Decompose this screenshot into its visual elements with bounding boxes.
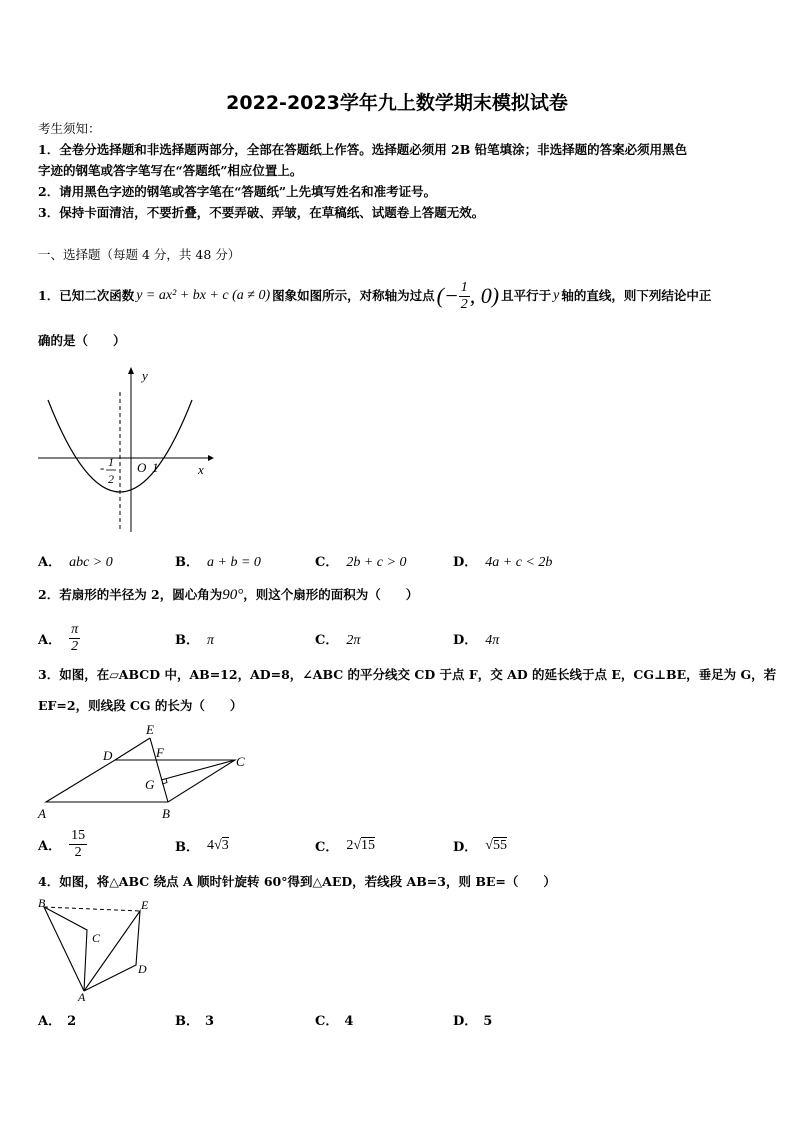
label-e: E [146,722,154,737]
label-b: B [162,806,170,821]
label-c: C [236,754,245,769]
segment-cg [161,760,235,780]
q4-option-b[interactable]: B． 3 [175,1014,215,1029]
question-2-stem: 2．若扇形的半径为 2，圆心角为90°，则这个扇形的面积为（ ） [38,587,419,603]
q1-option-d[interactable]: D． 4a + c < 2b [453,555,553,570]
label-d: D [103,748,113,763]
q4-option-c[interactable]: C． 4 [315,1014,354,1029]
q4-option-d[interactable]: D． 5 [453,1014,493,1029]
q3-option-b[interactable]: B． 4 √ 3 [175,837,229,855]
section-heading: 一、选择题（每题 4 分，共 48 分） [38,247,241,262]
x-axis-label: x [198,462,204,477]
tick-one-label: 1 [152,460,159,475]
question-3-line-1: 3．如图，在▱ABCD 中，AB=12，AD=8，∠ABC 的平分线交 CD 于点 F，交 AD 的延长线于点 E，CG⊥BE，垂足为 G，若 [38,667,777,682]
x-axis-arrow [208,455,214,461]
q1-point-open: (− [436,283,459,308]
question-1-line-2: 确的是（ ） [38,333,126,348]
question-3-line-2: EF=2，则线段 CG 的长为（ ） [38,698,243,713]
q1-option-b[interactable]: B． a + b = 0 [175,555,261,570]
y-axis-arrow [128,367,134,374]
label-c: C [92,931,101,945]
q1-point-fraction: $\frac{1}{2}$ [460,279,468,312]
question-1-stem [38,278,711,314]
neg-half-sign: - [100,460,105,475]
q1-suffix: 且平行于 [501,288,552,303]
origin-label: O [137,460,147,475]
q3-parallelogram-figure [30,718,260,828]
q1-option-a[interactable]: A． abc > 0 [38,555,113,570]
q2-option-a[interactable]: A． $\frac{\pi}{2}$ [38,622,79,654]
parallelogram-abcd [46,760,235,802]
label-f: F [156,745,164,760]
q1-parabola-figure [30,362,220,542]
label-g: G [145,777,155,792]
label-d: D [138,962,147,976]
q4-option-a[interactable]: A． 2 [38,1014,77,1029]
q3-option-a[interactable]: A． $\frac{15}{2}$ [38,828,86,860]
label-b: B [38,896,46,910]
q2-option-b[interactable]: B． π [175,633,215,648]
q1-formula: y = ax² + bx + c (a ≠ 0) [136,288,271,303]
q1-point-close: , 0) [469,283,500,308]
y-axis-label: y [142,368,148,383]
triangle-aed [84,911,140,991]
notice-line-1a: 1．全卷分选择题和非选择题两部分，全部在答题纸上作答。选择题必须用 2B 铅笔填涂；非选择题的答案必须用黑色 [38,142,688,157]
neg-half-denominator: 2 [108,472,114,486]
label-a: A [78,990,86,1004]
q3-option-d[interactable]: D． √ 55 [453,837,507,855]
question-4-stem: 4．如图，将△ABC 绕点 A 顺时针旋转 60°得到△AED，若线段 AB=3，则 BE=（ ） [38,874,556,889]
q2-option-c[interactable]: C． 2π [315,633,361,648]
label-a: A [38,806,46,821]
q1-prefix: 1．已知二次函数 [38,288,135,303]
label-e: E [141,898,149,912]
q2-angle: 90° [222,587,244,603]
page-title: 2022-2023学年九上数学期末模拟试卷 [226,92,568,114]
notice-line-2: 2．请用黑色字迹的钢笔或答字笔在“答题纸”上先填写姓名和准考证号。 [38,184,437,199]
q1-suffix2: 轴的直线，则下列结论中正 [561,288,712,303]
q1-option-c[interactable]: C． 2b + c > 0 [315,555,407,570]
q2-option-d[interactable]: D． 4π [453,633,500,648]
q1-mid: 图象如图所示，对称轴为过点 [272,288,435,303]
ad-extension [115,738,150,760]
q1-yaxis: y [553,288,560,303]
neg-half-numerator: 1 [108,455,114,469]
q3-option-c[interactable]: C． 2 √ 15 [315,837,376,855]
segment-be-dashed [44,907,140,911]
notice-line-1b: 字迹的钢笔或答字笔写在“答题纸”相应位置上。 [38,163,303,178]
notice-line-3: 3．保持卡面清洁，不要折叠，不要弄破、弄皱，在草稿纸、试题卷上答题无效。 [38,205,485,220]
q4-rotation-figure [30,893,170,1005]
notice-heading: 考生须知： [38,121,101,136]
triangle-abc [44,907,87,991]
